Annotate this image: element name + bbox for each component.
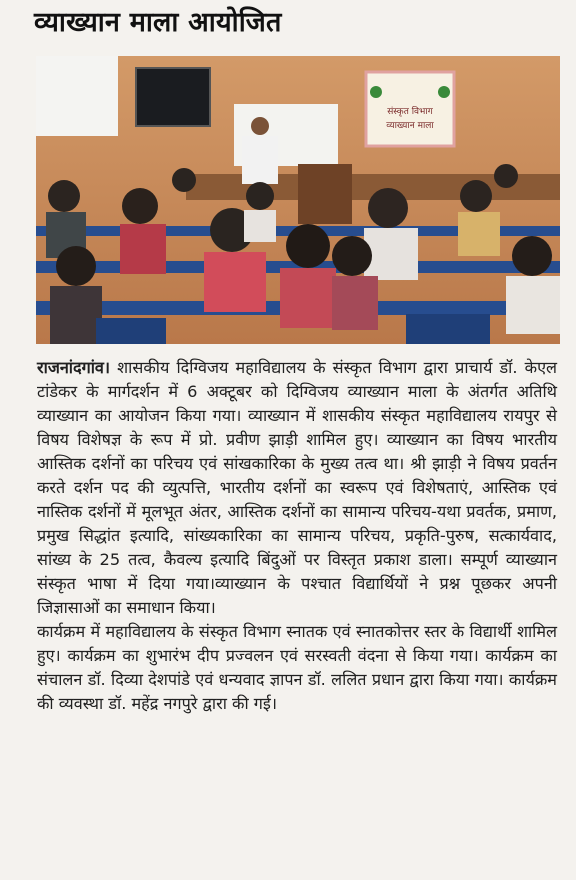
window — [36, 56, 118, 136]
event-photo — [36, 56, 560, 344]
paragraph-2: कार्यक्रम में महाविद्यालय के संस्कृत विभाग स्नातक एवं स्नातकोत्तर स्तर के विद्यार्थी शामिल हुए। कार्यक्रम का शुभारंभ दीप प्रज्वलन एवं सरस्वती वंदना से किया गया। कार्यक्रम का संचालन डॉ. दिव्या देशपांडे एवं धन्यवाद ज्ञापन डॉ. ललित प्रधान द्वारा किया गया। कार्यक्रम की व्यवस्था डॉ. महेंद्र नगपुरे द्वारा की गई। — [37, 622, 557, 713]
banner-text-line: व्याख्यान माला — [386, 121, 434, 131]
banner-text-line: संस्कृत विभाग — [387, 107, 433, 117]
paragraph-1 — [37, 356, 557, 620]
headline: व्याख्यान माला आयोजित — [34, 7, 282, 38]
dateline: राजनांदगांव। — [37, 358, 111, 377]
tv-screen — [136, 68, 210, 126]
podium — [298, 164, 352, 224]
speaker — [242, 136, 278, 184]
article-body — [37, 356, 557, 716]
paragraph-1-text: शासकीय दिग्विजय महाविद्यालय के संस्कृत विभाग द्वारा प्राचार्य डॉ. केएल टांडेकर के मार्गदर्शन में 6 अक्टूबर को दिग्विजय व्याख्यान माला के अंतर्गत अतिथि व्याख्यान का आयोजन किया गया। व्याख्यान में शासकीय संस्कृत महाविद्यालय रायपुर से विषय विशेषज्ञ के रूप में प्रो. प्रवीण झाड़ी शामिल हुए। व्याख्यान का विषय भारतीय आस्तिक दर्शनों का परिचय एवं सांखकारिका के मुख्य तत्व था। श्री झाड़ी ने विषय प्रवर्तन करते दर्शन पद की व्युत्पत्ति, भारतीय दर्शनों का स्वरूप एवं विशेषताएं, आस्तिक एवं नास्तिक दर्शनों में मूलभूत अंतर, आस्तिक दर्शनों का सामान्य परिचय-यथा प्रवर्तक, प्रमाण, प्रमुख सिद्धांत इत्यादि, सांख्यकारिका का सामान्य परिचय, प्रकृति-पुरुष, सत्कार्यवाद, सांख्य के 25 तत्व, कैवल्य इत्यादि बिंदुओं पर विस्तृत प्रकाश डाला। सम्पूर्ण व्याख्यान संस्कृत भाषा में दिया गया।व्याख्यान के पश्चात विद्यार्थियों ने प्रश्न पूछकर अपनी जिज्ञासाओं का समाधान किया। — [37, 358, 557, 617]
